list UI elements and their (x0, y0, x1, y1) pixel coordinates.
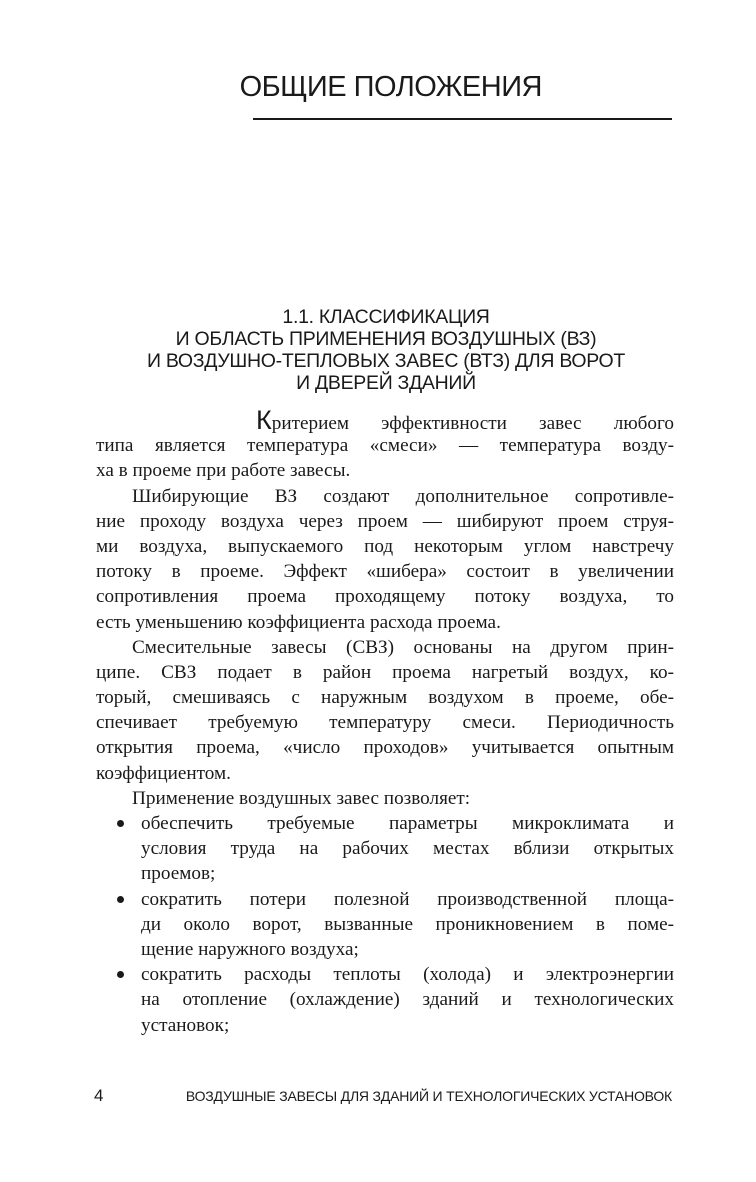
text-line: торый, смешиваясь с наружным воздухом в проеме, обе- (96, 687, 674, 709)
text-line: условия труда на рабочих местах вблизи открытых (141, 838, 674, 860)
text-line: ритерием эффективности завес любого (271, 413, 674, 434)
paragraph-criterion (96, 405, 674, 484)
text-line: сократить расходы теплоты (холода) и электроэнергии (141, 964, 674, 986)
text-line: ми воздуха, выпускаемого под некоторым углом навстречу (96, 535, 674, 557)
list-item (96, 962, 674, 1038)
bullet-icon (117, 820, 124, 827)
first-line (96, 405, 674, 435)
section-heading-line: 1.1. КЛАССИФИКАЦИЯ (282, 306, 490, 328)
text-line: на отопление (охлаждение) зданий и технологических (141, 989, 674, 1011)
text-line: Смесительные завесы (СВЗ) основаны на другом прин- (132, 636, 674, 658)
body-text (96, 405, 674, 1038)
text-line: спечивает требуемую температуру смеси. Периодичность (96, 712, 674, 734)
text-line: коэффициентом. (96, 762, 231, 784)
section-heading-line: И ВОЗДУШНО-ТЕПЛОВЫХ ЗАВЕС (ВТЗ) ДЛЯ ВОРОТ (146, 350, 626, 372)
paragraph-mixing-curtains (96, 635, 674, 786)
text-line: щение наружного воздуха; (141, 938, 359, 960)
text-line: типа является температура «смеси» — температура возду- (96, 435, 674, 457)
section-heading-line: И ОБЛАСТЬ ПРИМЕНЕНИЯ ВОЗДУШНЫХ (ВЗ) (175, 328, 597, 350)
list-item (96, 887, 674, 963)
text-line: сопротивления проема проходящему потоку воздуха, то (96, 586, 674, 608)
text-line: Шибирующие ВЗ создают дополнительное сопротивле- (132, 485, 674, 507)
text-line: открытия проема, «число проходов» учитывается опытным (96, 737, 674, 759)
text-line: ха в проеме при работе завесы. (96, 460, 351, 482)
text-line: обеспечить требуемые параметры микроклимата и (141, 813, 674, 834)
text-line: проемов; (141, 863, 216, 885)
text-line: ние проходу воздуха через проем — шибируют проем струя- (96, 510, 674, 532)
text-line: Применение воздушных завес позволяет: (132, 787, 471, 809)
chapter-title-underline (253, 118, 672, 120)
text-line: есть уменьшению коэффициента расхода проема. (96, 611, 501, 633)
paragraph-shutter-curtains (96, 484, 674, 635)
text-line: сократить потери полезной производственной площа- (141, 888, 674, 910)
list-item (96, 811, 674, 887)
section-heading (100, 306, 672, 394)
chapter-title: ОБЩИЕ ПОЛОЖЕНИЯ (239, 71, 542, 103)
paragraph-application (96, 786, 674, 811)
bullet-list (96, 811, 674, 1038)
text-line: установок; (141, 1014, 230, 1036)
text-line: ди около ворот, вызванные проникновением в поме- (141, 913, 674, 935)
drop-cap: К (256, 405, 272, 435)
text-line: ципе. СВЗ подает в район проема нагретый воздух, ко- (96, 661, 674, 683)
section-heading-line: И ДВЕРЕЙ ЗДАНИЙ (296, 372, 476, 394)
bullet-icon (117, 971, 124, 978)
running-footer-title: ВОЗДУШНЫЕ ЗАВЕСЫ ДЛЯ ЗДАНИЙ И ТЕХНОЛОГИЧЕСКИХ УСТАНОВОК (185, 1088, 672, 1104)
page-number: 4 (94, 1086, 104, 1105)
text-line: потоку в проеме. Эффект «шибера» состоит в увеличении (96, 561, 674, 583)
bullet-icon (117, 896, 124, 903)
